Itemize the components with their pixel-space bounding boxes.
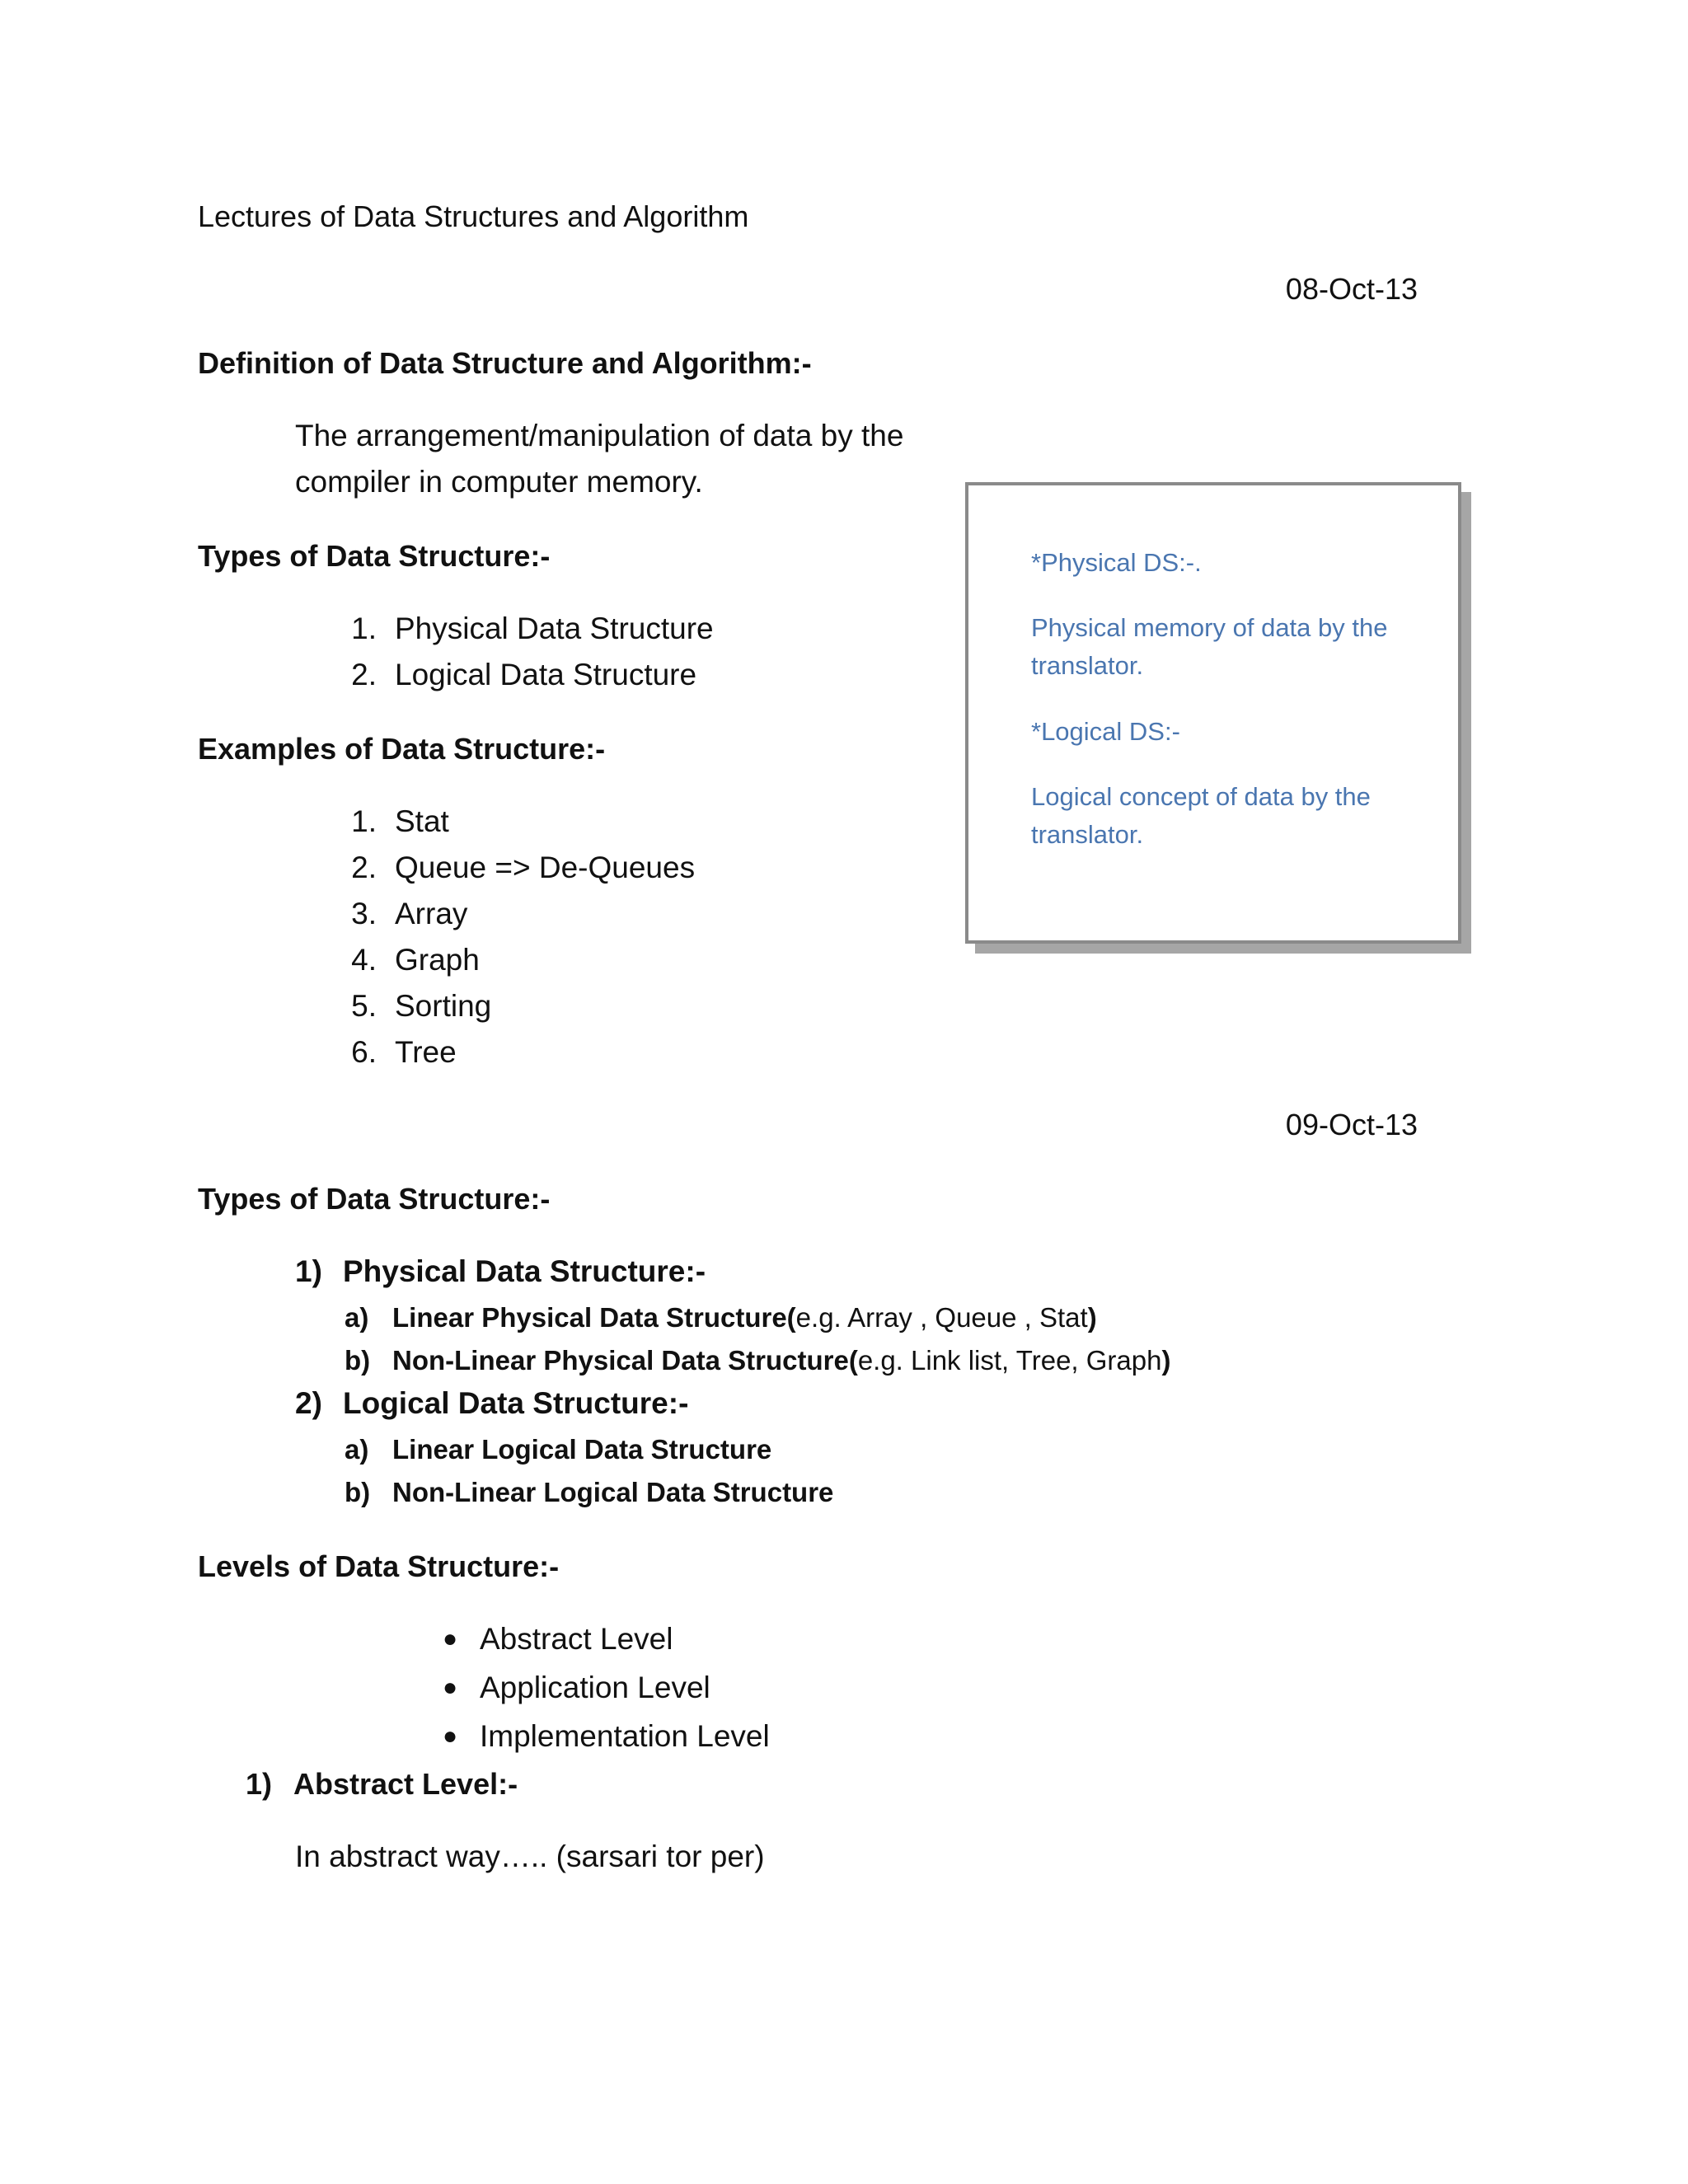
physical-ds-heading [295,1254,706,1290]
list-label: Queue => De-Queues [395,851,696,884]
list-number: 1) [246,1767,273,1801]
closing-paren: ) [1161,1345,1171,1376]
nonlinear-physical-item [345,1345,1170,1376]
logical-ds-text-line1: Logical concept of data by the [1031,782,1371,811]
physical-ds-label: Physical Data Structure:- [343,1254,706,1288]
closing-paren: ) [1087,1302,1097,1333]
types-heading-2: Types of Data Structure:- [198,1182,551,1216]
list-item [327,943,480,978]
list-item [327,989,491,1024]
types-heading-1: Types of Data Structure:- [198,539,551,573]
nonlinear-logical-item [345,1477,833,1508]
nonlinear-physical-label: Non-Linear Physical Data Structure( [392,1345,858,1376]
list-letter: b) [345,1477,371,1507]
document-title: Lectures of Data Structures and Algorithm [198,199,749,233]
linear-physical-item [345,1302,1097,1333]
nonlinear-physical-examples: e.g. Link list, Tree, Graph [857,1345,1162,1376]
list-number: 1. [351,612,377,645]
examples-heading: Examples of Data Structure:- [198,732,606,766]
linear-physical-label: Linear Physical Data Structure( [392,1302,796,1333]
linear-logical-label: Linear Logical Data Structure [392,1434,772,1465]
list-number: 2) [295,1386,322,1420]
date-09-oct: 09-Oct-13 [1285,1108,1418,1141]
abstract-level-heading [246,1767,518,1801]
linear-physical-examples: e.g. Array , Queue , Stat [795,1302,1088,1333]
list-item [327,851,695,886]
list-item [327,897,467,932]
logical-ds-label: Logical Data Structure:- [343,1386,689,1420]
logical-ds-title: *Logical DS:- [1031,717,1180,746]
definition-heading: Definition of Data Structure and Algorithm:- [198,346,812,380]
list-number: 2. [351,851,377,884]
definition-text-line2: compiler in computer memory. [295,465,703,499]
list-number: 2. [351,658,377,691]
bullet-icon: ● [442,1625,458,1652]
level-label: Application Level [480,1671,710,1704]
list-item [327,1035,457,1071]
list-number: 1. [351,804,377,838]
date-08-oct: 08-Oct-13 [1285,272,1418,306]
list-item [425,1719,770,1755]
list-item [327,658,696,693]
list-label: Tree [395,1035,457,1069]
list-item [425,1622,673,1657]
list-letter: a) [345,1302,369,1333]
list-number: 6. [351,1035,377,1069]
list-label: Logical Data Structure [395,658,697,691]
list-label: Physical Data Structure [395,612,714,645]
logical-ds-text-line2: translator. [1031,820,1144,849]
abstract-level-label: Abstract Level:- [293,1767,518,1801]
list-number: 3. [351,897,377,930]
list-label: Array [395,897,468,930]
list-item [327,612,714,647]
list-label: Sorting [395,989,492,1023]
list-number: 1) [295,1254,322,1288]
list-letter: b) [345,1345,371,1376]
list-label: Graph [395,943,480,977]
list-item [425,1671,710,1706]
logical-ds-heading [295,1386,688,1422]
list-letter: a) [345,1434,369,1465]
physical-ds-text-line2: translator. [1031,651,1144,680]
linear-logical-item [345,1434,771,1465]
physical-ds-text-line1: Physical memory of data by the [1031,613,1388,642]
list-item [327,804,449,840]
physical-ds-title: *Physical DS:-. [1031,548,1202,577]
abstract-level-text: In abstract way….. (sarsari tor per) [295,1840,765,1873]
levels-heading: Levels of Data Structure:- [198,1549,560,1583]
list-number: 4. [351,943,377,977]
nonlinear-logical-label: Non-Linear Logical Data Structure [392,1477,834,1507]
list-number: 5. [351,989,377,1023]
level-label: Implementation Level [480,1719,770,1753]
sidebar-note-box [965,482,1461,944]
bullet-icon: ● [442,1674,458,1701]
definition-text-line1: The arrangement/manipulation of data by the [295,419,904,452]
level-label: Abstract Level [480,1622,673,1656]
list-label: Stat [395,804,449,838]
bullet-icon: ● [442,1722,458,1750]
